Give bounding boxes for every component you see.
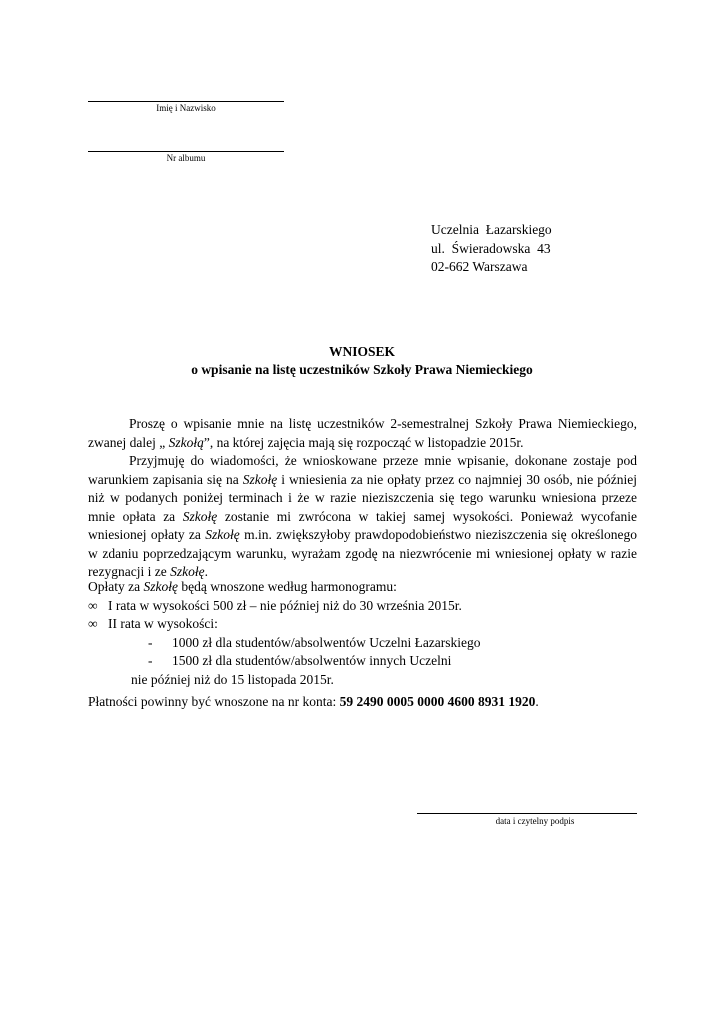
album-caption: Nr albumu — [166, 153, 206, 163]
schedule-item-2: ∞ II rata w wysokości: — [88, 615, 648, 634]
schedule-item-1: ∞ I rata w wysokości 500 zł – nie później niż do 30 września 2015r. — [88, 597, 648, 616]
schedule-deadline: nie później niż do 15 listopada 2015r. — [131, 671, 334, 687]
schedule-subitem-1: - 1000 zł dla studentów/absolwentów Uczelni Łazarskiego — [88, 634, 648, 653]
name-field-line — [88, 101, 284, 102]
infinity-bullet-icon: ∞ — [88, 616, 98, 631]
signature-line — [417, 813, 637, 814]
name-caption: Imię i Nazwisko — [156, 103, 216, 113]
recipient-address — [431, 221, 552, 277]
document-subtitle: o wpisanie na listę uczestników Szkoły Prawa Niemieckiego — [191, 362, 533, 377]
infinity-bullet-icon: ∞ — [88, 597, 98, 613]
request-body — [88, 415, 637, 582]
album-field-line — [88, 151, 284, 152]
payment-schedule — [88, 578, 648, 689]
address-line-3: 02-662 Warszawa — [431, 259, 528, 274]
dash-bullet-icon: - — [148, 634, 153, 650]
dash-bullet-icon: - — [148, 653, 153, 668]
paragraph-conditions: Przyjmuję do wiadomości, że wnioskowane przeze mnie wpisanie, dokonane zostaje pod warunkiem zapisania się na Szkołę i wniesienia za nie opłaty przez co najmniej 30 osób, nie później niż w podanych poniżej terminach i że w razie nieziszczenia się tego warunku wniesiona przeze mnie opłata za Szkołę zostanie mi zwrócona w takiej samej wysokości. Ponieważ wycofanie wniesionej opłaty za Szkołę m.in. zwiększyłoby prawdopodobieństwo nieziszczenia się określonego w zdaniu poprzedzającym warunku, wyrażam zgodę na niezwrócenie mi wniesionej opłaty w razie rezygnacji i ze Szkołę. — [88, 453, 637, 579]
paragraph-request: Proszę o wpisanie mnie na listę uczestników 2-semestralnej Szkoły Prawa Niemieckiego, zwanej dalej „ Szkołą”, na której zajęcia mają się rozpocząć w listopadzie 2015r. — [88, 416, 637, 450]
document-title: WNIOSEK — [328, 344, 396, 359]
signature-caption: data i czytelny podpis — [495, 816, 575, 826]
schedule-intro: Opłaty za Szkołę będą wnoszone według harmonogramu: — [88, 579, 397, 594]
schedule-subitem-2: - 1500 zł dla studentów/absolwentów innych Uczelni — [88, 652, 648, 671]
bank-account-number: 59 2490 0005 0000 4600 8931 1920 — [339, 694, 536, 709]
address-line-2: ul. Świeradowska 43 — [431, 240, 551, 256]
payment-account-line: Płatności powinny być wnoszone na nr konta: 59 2490 0005 0000 4600 8931 1920. — [88, 694, 539, 709]
address-line-1: Uczelnia Łazarskiego — [431, 222, 552, 237]
